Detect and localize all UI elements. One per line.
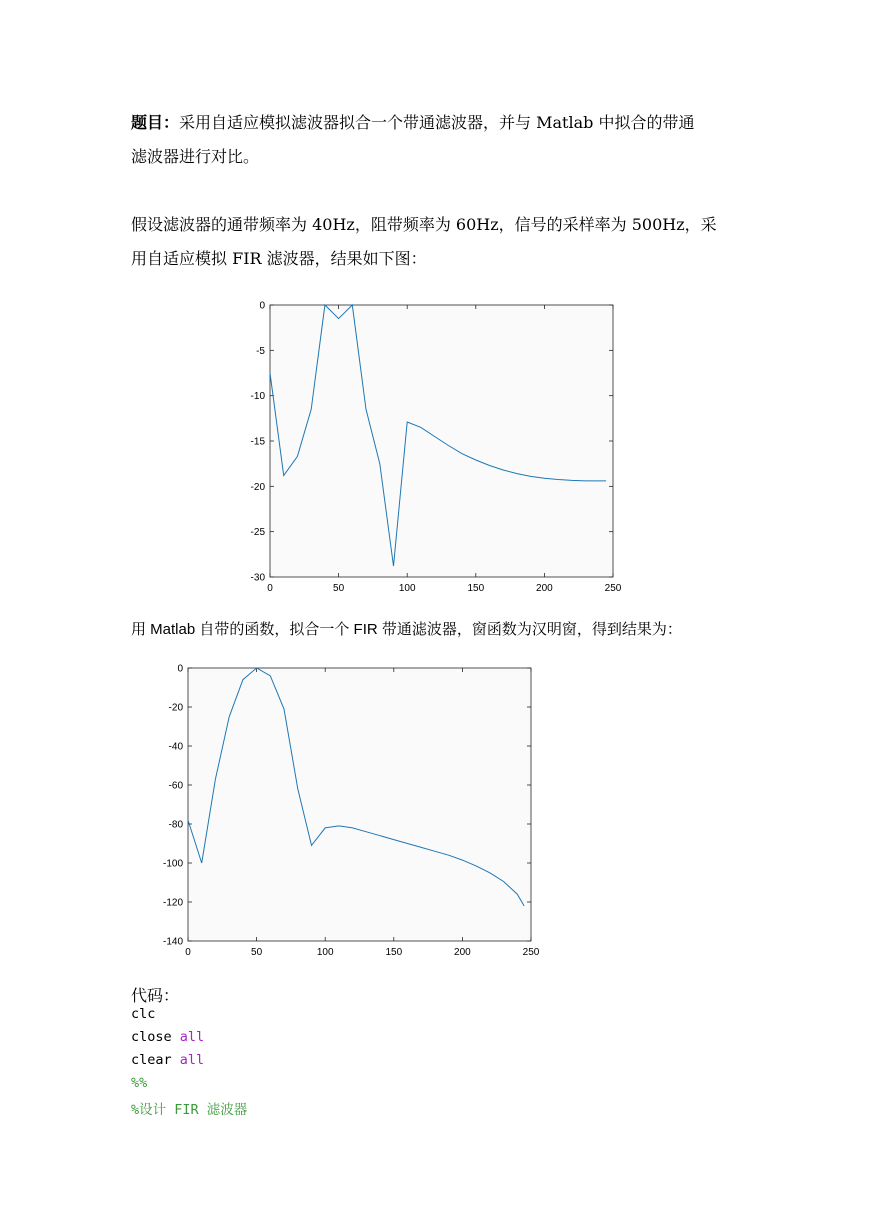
x-tick-label: 250 (604, 583, 622, 594)
question-line-2: 滤波器进行对比。 (131, 147, 260, 166)
question-line-1 (131, 110, 694, 133)
paragraph-1-line-2: 用自适应模拟 FIR 滤波器，结果如下图： (131, 249, 427, 268)
y-tick-label: -100 (162, 858, 183, 870)
y-tick-label: -40 (168, 741, 183, 753)
code-text: clear (131, 1052, 180, 1068)
x-tick-label: 200 (536, 583, 553, 594)
x-tick-label: 0 (185, 947, 191, 958)
x-tick-label: 150 (467, 583, 485, 594)
paragraph-1-line-1: 假设滤波器的通带频率为 40Hz，阻带频率为 60Hz，信号的采样率为 500Hz，采 (131, 215, 717, 234)
x-tick-label: 250 (522, 947, 540, 958)
y-tick-label: -20 (250, 481, 265, 493)
x-tick-label: 50 (251, 947, 263, 958)
x-tick-label: 100 (316, 947, 334, 958)
plot-area (188, 668, 531, 941)
x-tick-label: 150 (385, 947, 403, 958)
y-tick-label: -10 (250, 391, 265, 403)
code-keyword: all (179, 1029, 205, 1045)
code-line-clc: clc (131, 1006, 156, 1022)
question-label: 题目： (131, 113, 180, 132)
code-label: 代码： (131, 986, 180, 1005)
y-tick-label: 0 (259, 300, 265, 312)
x-tick-label: 50 (333, 583, 345, 594)
y-tick-label: -80 (168, 819, 183, 831)
y-tick-label: -25 (250, 527, 265, 539)
y-tick-label: -30 (250, 572, 265, 584)
question-text: 采用自适应模拟滤波器拟合一个带通滤波器，并与 Matlab 中拟合的带通 (179, 113, 695, 132)
y-tick-label: -120 (162, 897, 183, 909)
y-tick-label: 0 (177, 663, 183, 675)
y-tick-label: -15 (250, 436, 265, 448)
code-comment-cell: %% (131, 1075, 148, 1091)
x-tick-label: 200 (454, 947, 471, 958)
y-tick-label: -140 (162, 936, 183, 948)
y-tick-label: -20 (168, 702, 183, 714)
y-tick-label: -5 (256, 345, 265, 357)
y-tick-label: -60 (168, 780, 183, 792)
matlab-fir-response-chart (150, 660, 550, 965)
adaptive-fir-response-chart (240, 295, 630, 595)
code-keyword: all (179, 1052, 205, 1068)
code-line-clear-all (131, 1052, 204, 1068)
code-text: close (131, 1029, 180, 1045)
x-tick-label: 100 (398, 583, 416, 594)
x-tick-label: 0 (267, 583, 273, 594)
code-line-close-all (131, 1029, 204, 1045)
code-comment-design: %设计 FIR 滤波器 (131, 1102, 248, 1118)
paragraph-2: 用 Matlab 自带的函数，拟合一个 FIR 带通滤波器，窗函数为汉明窗，得到结果为： (131, 621, 682, 638)
